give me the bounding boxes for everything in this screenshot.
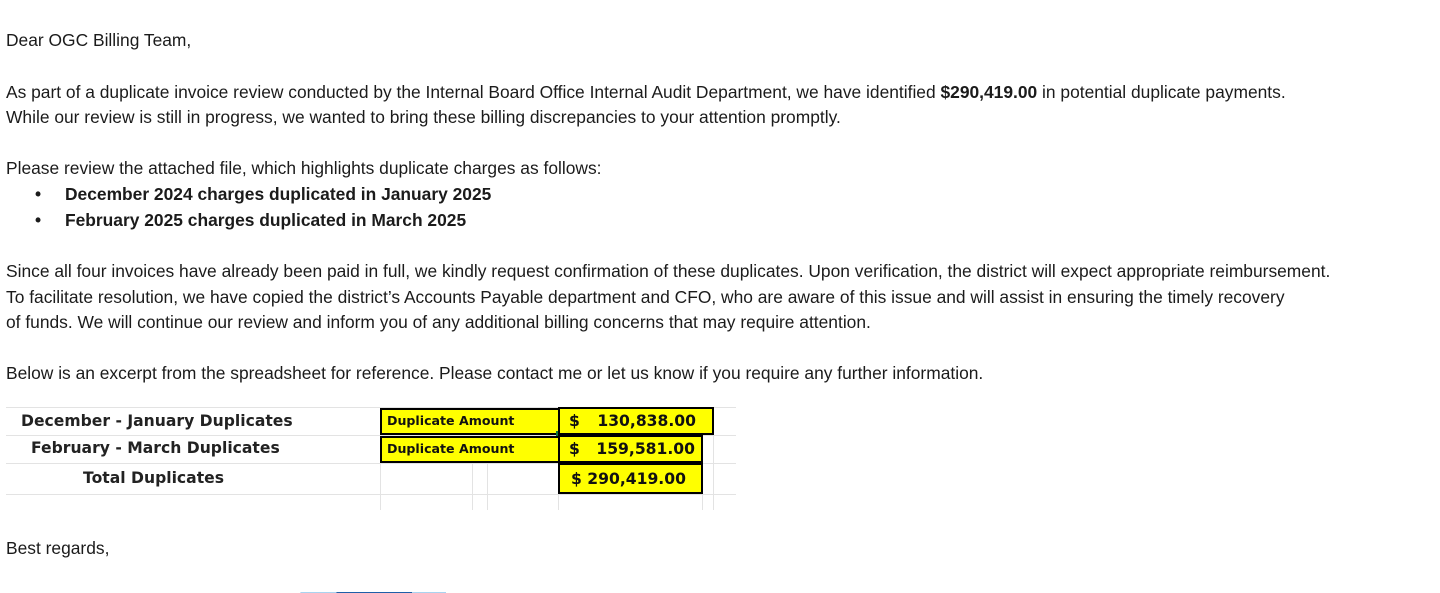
p1-text-post: in potential duplicate payments. — [1037, 82, 1286, 102]
bullet-dot-icon: • — [35, 210, 42, 230]
amount-cell[interactable] — [558, 407, 714, 435]
p1-amount: $290,419.00 — [940, 82, 1038, 102]
grid-line — [6, 494, 736, 495]
duplicate-amount-cell[interactable]: Duplicate Amount — [380, 408, 560, 435]
bullet-item — [35, 207, 466, 233]
currency-symbol: $ — [569, 440, 580, 458]
bullet-text: December 2024 charges duplicated in January 2025 — [65, 184, 492, 204]
spreadsheet-excerpt — [6, 407, 736, 510]
signature-logo — [300, 586, 446, 593]
paragraph-3-line-1: Since all four invoices have already been paid in full, we kindly request confirmation of these duplicates. Upon verification, the district will expect appropriate reimbursement. — [6, 261, 1331, 281]
paragraph-3-line-2: To facilitate resolution, we have copied the district’s Accounts Payable department and CFO, who are aware of this issue and will assist in ensuring the timely recovery — [6, 287, 1285, 307]
amount-value: 159,581.00 — [596, 440, 695, 458]
row-label: December - January Duplicates — [21, 412, 293, 430]
duplicate-amount-cell[interactable]: Duplicate Amount — [380, 436, 560, 463]
bullet-dot-icon: • — [35, 184, 42, 204]
amount-cell[interactable] — [558, 435, 703, 463]
row-label: February - March Duplicates — [31, 439, 280, 457]
bullet-text: February 2025 charges duplicated in March 2025 — [65, 210, 467, 230]
paragraph-4: Below is an excerpt from the spreadsheet for reference. Please contact me or let us know if you require any further information. — [6, 363, 984, 383]
total-amount-value: $ 290,419.00 — [571, 470, 686, 488]
p1-text-pre: As part of a duplicate invoice review conducted by the Internal Board Office Internal Audit Department, we have identified — [6, 82, 941, 102]
paragraph-2-intro: Please review the attached file, which highlights duplicate charges as follows: — [6, 158, 602, 178]
greeting: Dear OGC Billing Team, — [6, 30, 192, 50]
amount-value: 130,838.00 — [597, 412, 696, 430]
paragraph-1-line-1 — [6, 80, 1286, 106]
bullet-item — [35, 181, 491, 207]
total-label: Total Duplicates — [83, 469, 225, 487]
total-amount-cell[interactable] — [558, 463, 703, 494]
closing: Best regards, — [6, 538, 110, 558]
currency-symbol: $ — [569, 412, 580, 430]
paragraph-3-line-3: of funds. We will continue our review and inform you of any additional billing concerns that may require attention. — [6, 312, 871, 332]
paragraph-1-line-2: While our review is still in progress, we wanted to bring these billing discrepancies to your attention promptly. — [6, 107, 841, 127]
